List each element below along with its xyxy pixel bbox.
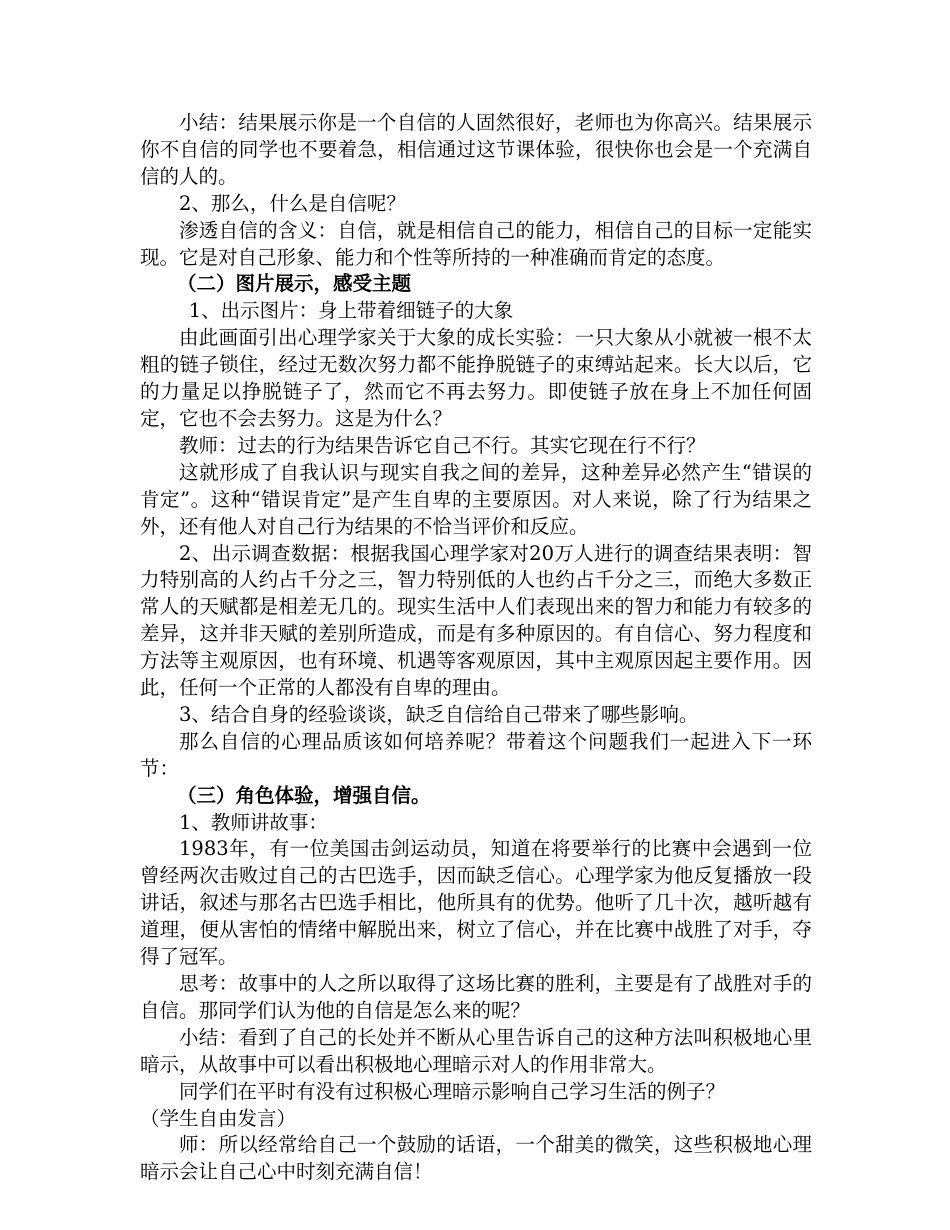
- summary-paragraph-2: 小结：看到了自己的长处并不断从心里告诉自己的这种方法叫积极地心里暗示，从故事中可以看出积极地心理暗示对人的作用非常大。: [140, 1025, 812, 1076]
- item-show-picture: 1、出示图片：身上带着细链子的大象: [188, 299, 514, 323]
- self-recognition-paragraph: 这就形成了自我认识与现实自我之间的差异，这种差异必然产生“错误的肯定”。这种“错误肯定”是产生自卑的主要原因。对人来说，除了行为结果之外，还有他人对自己行为结果的不恰当评价和反应。: [140, 460, 812, 538]
- fencer-story-paragraph: 1983年，有一位美国击剑运动员，知道在将要举行的比赛中会遇到一位曾经两次击败过自己的古巴选手，因而缺乏信心。心理学家为他反复播放一段讲话，叙述与那名古巴选手相比，他所具有的优势。他听了几十次，越听越有道理，便从害怕的情绪中解脱出来，树立了信心，并在比赛中战胜了对手，夺得了冠军。: [140, 837, 812, 969]
- survey-data-paragraph: 2、出示调查数据：根据我国心理学家对20万人进行的调查结果表明：智力特别高的人约占千分之三，智力特别低的人也约占千分之三，而绝大多数正常人的天赋都是相差无几的。现实生活中人们表现出来的智力和能力有较多的差异，这并非天赋的差别所造成，而是有多种原因的。有自信心、努力程度和方法等主观原因，也有环境、机遇等客观原因，其中主观原因起主要作用。因此，任何一个正常的人都没有自卑的理由。: [140, 541, 812, 700]
- confidence-definition-paragraph: 渗透自信的含义：自信，就是相信自己的能力，相信自己的目标一定能实现。它是对自己形象、能力和个性等所持的一种准确而肯定的态度。: [140, 218, 812, 269]
- item-teacher-story: 1、教师讲故事：: [179, 810, 328, 834]
- student-free-speech-note: （学生自由发言）: [140, 1106, 297, 1130]
- transition-paragraph: 那么自信的心理品质该如何培养呢？带着这个问题我们一起进入下一环节：: [140, 729, 812, 780]
- summary-paragraph-1: 小结：结果展示你是一个自信的人固然很好，老师也为你高兴。结果展示你不自信的同学也不要着急，相信通过这节课体验，很快你也会是一个充满自信的人的。: [140, 111, 812, 188]
- teacher-question-paragraph: 教师：过去的行为结果告诉它自己不行。其实它现在行不行？: [179, 433, 706, 457]
- teacher-closing-paragraph: 师：所以经常给自己一个鼓励的话语，一个甜美的微笑，这些积极地心理暗示会让自己心中时刻充满自信！: [140, 1133, 812, 1184]
- reflection-paragraph: 思考：故事中的人之所以取得了这场比赛的胜利，主要是有了战胜对手的自信。那同学们认为他的自信是怎么来的呢？: [140, 972, 812, 1022]
- student-example-question: 同学们在平时有没有过积极心理暗示影响自己学习生活的例子？: [179, 1079, 726, 1103]
- document-body: [140, 110, 812, 1186]
- elephant-experiment-paragraph: 由此画面引出心理学家关于大象的成长实验：一只大象从小就被一根不太粗的链子锁住，经过无数次努力都不能挣脱链子的束缚站起来。长大以后，它的力量足以挣脱链子了，然而它不再去努力。即使链子放在身上不加任何固定，它也不会去努力。这是为什么？: [140, 326, 812, 430]
- section-heading-3: （三）角色体验，增强自信。: [177, 783, 431, 807]
- section-heading-2: （二）图片展示，感受主题: [177, 272, 412, 296]
- question-what-is-confidence: 2、那么，什么是自信呢？: [179, 191, 406, 215]
- experience-discussion-item: 3、结合自身的经验谈谈，缺乏自信给自己带来了哪些影响。: [179, 702, 699, 726]
